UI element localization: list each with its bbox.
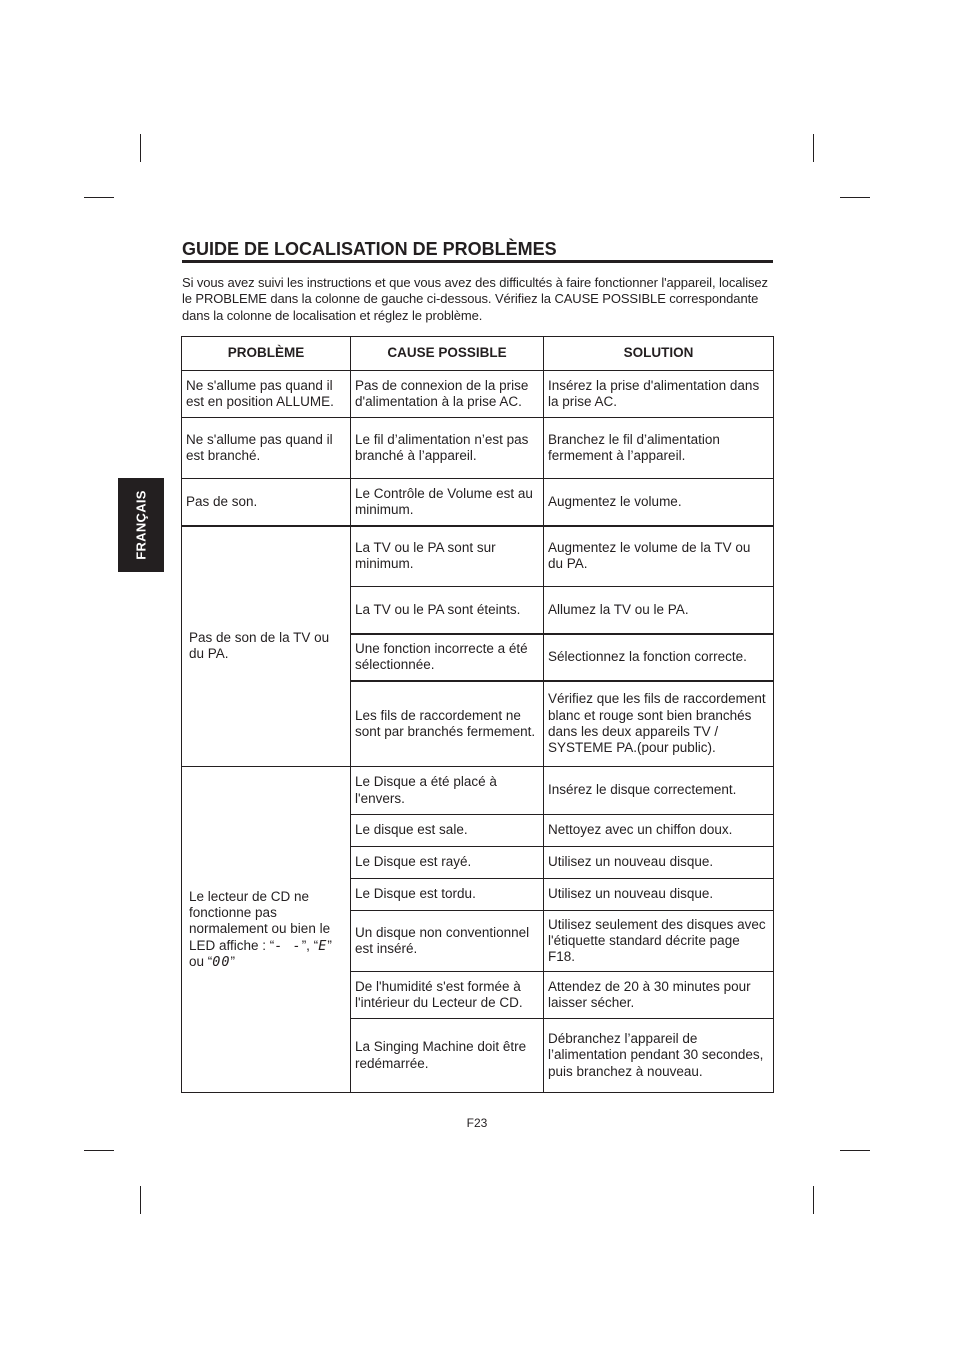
solution-cell: Sélectionnez la fonction correcte. [544, 634, 774, 681]
problem-cell: Ne s'allume pas quand il est en position ALLUME. [182, 371, 351, 418]
cause-cell: La Singing Machine doit être redémarrée. [351, 1019, 544, 1093]
cause-cell: La TV ou le PA sont éteints. [351, 587, 544, 634]
language-tab-label: FRANÇAIS [133, 490, 149, 560]
solution-cell: Augmentez le volume. [544, 479, 774, 526]
solution-cell: Utilisez seulement des disques avec l'étiquette standard décrite page F18. [544, 911, 774, 972]
problem-text: ” [230, 953, 236, 969]
solution-cell: Vérifiez que les fils de raccordement blanc et rouge sont bien branchés dans les deux appareils TV / SYSTEME PA.(pour public). [544, 681, 774, 767]
table-row [182, 479, 774, 526]
cause-cell: Le disque est sale. [351, 815, 544, 847]
cause-cell: Les fils de raccordement ne sont par branchés fermement. [351, 681, 544, 767]
header-problem: PROBLÈME [182, 337, 351, 371]
table-row [182, 371, 774, 418]
crop-mark [813, 134, 814, 162]
solution-cell: Insérez le disque correctement. [544, 767, 774, 815]
crop-mark [840, 1150, 870, 1151]
page-number: F23 [466, 1116, 488, 1130]
problem-cell: Pas de son de la TV ou du PA. [182, 526, 351, 767]
solution-cell: Utilisez un nouveau disque. [544, 847, 774, 879]
cause-cell: La TV ou le PA sont sur minimum. [351, 526, 544, 587]
problem-text: ”, “ [301, 937, 319, 953]
table-row [182, 767, 774, 815]
led-dash-symbol: - - [274, 937, 302, 954]
problem-cell [182, 767, 351, 1093]
cause-cell: De l'humidité s'est formée à l'intérieur du Lecteur de CD. [351, 972, 544, 1019]
led-e-symbol: E [318, 937, 328, 954]
cause-cell: Une fonction incorrecte a été sélectionnée. [351, 634, 544, 681]
crop-mark [140, 134, 141, 162]
cause-cell: Le Disque est tordu. [351, 879, 544, 911]
solution-cell: Attendez de 20 à 30 minutes pour laisser sécher. [544, 972, 774, 1019]
language-side-tab [118, 478, 164, 572]
crop-mark [140, 1186, 141, 1214]
solution-cell: Branchez le fil d’alimentation fermement à l’appareil. [544, 418, 774, 479]
table-header-row [182, 337, 774, 371]
cause-cell: Le fil d’alimentation n’est pas branché à l’appareil. [351, 418, 544, 479]
cause-cell: Le Disque a été placé à l'envers. [351, 767, 544, 815]
problem-text: Le lecteur de CD ne fonctionne pas normalement ou bien le LED affiche : “ [189, 888, 331, 953]
crop-mark [84, 1150, 114, 1151]
troubleshooting-table [181, 336, 774, 1093]
problem-text: ” ou “ [189, 937, 332, 969]
crop-mark [84, 197, 114, 198]
intro-paragraph: Si vous avez suivi les instructions et que vous avez des difficultés à faire fonctionner l'appareil, localisez le PROBLEME dans la colonne de gauche ci-dessous. Vérifiez la CAUSE POSSIBLE correspondante dans la colonne de localisation et réglez le problème. [182, 275, 768, 323]
table-row [182, 418, 774, 479]
solution-cell: Utilisez un nouveau disque. [544, 879, 774, 911]
solution-cell: Insérez la prise d'alimentation dans la prise AC. [544, 371, 774, 418]
solution-cell: Allumez la TV ou le PA. [544, 587, 774, 634]
title-underline [182, 260, 773, 263]
solution-cell: Augmentez le volume de la TV ou du PA. [544, 526, 774, 587]
problem-cell: Ne s'allume pas quand il est branché. [182, 418, 351, 479]
problem-cell: Pas de son. [182, 479, 351, 526]
page-title: GUIDE DE LOCALISATION DE PROBLÈMES [182, 239, 557, 259]
header-cause: CAUSE POSSIBLE [351, 337, 544, 371]
crop-mark [840, 197, 870, 198]
crop-mark [813, 1186, 814, 1214]
solution-cell: Nettoyez avec un chiffon doux. [544, 815, 774, 847]
cause-cell: Le Contrôle de Volume est au minimum. [351, 479, 544, 526]
led-00-symbol: 00 [212, 953, 231, 970]
header-solution: SOLUTION [544, 337, 774, 371]
solution-cell: Débranchez l’appareil de l’alimentation pendant 30 secondes, puis branchez à nouveau. [544, 1019, 774, 1093]
cause-cell: Le Disque est rayé. [351, 847, 544, 879]
cause-cell: Pas de connexion de la prise d'alimentation à la prise AC. [351, 371, 544, 418]
cause-cell: Un disque non conventionnel est inséré. [351, 911, 544, 972]
table-row [182, 526, 774, 587]
